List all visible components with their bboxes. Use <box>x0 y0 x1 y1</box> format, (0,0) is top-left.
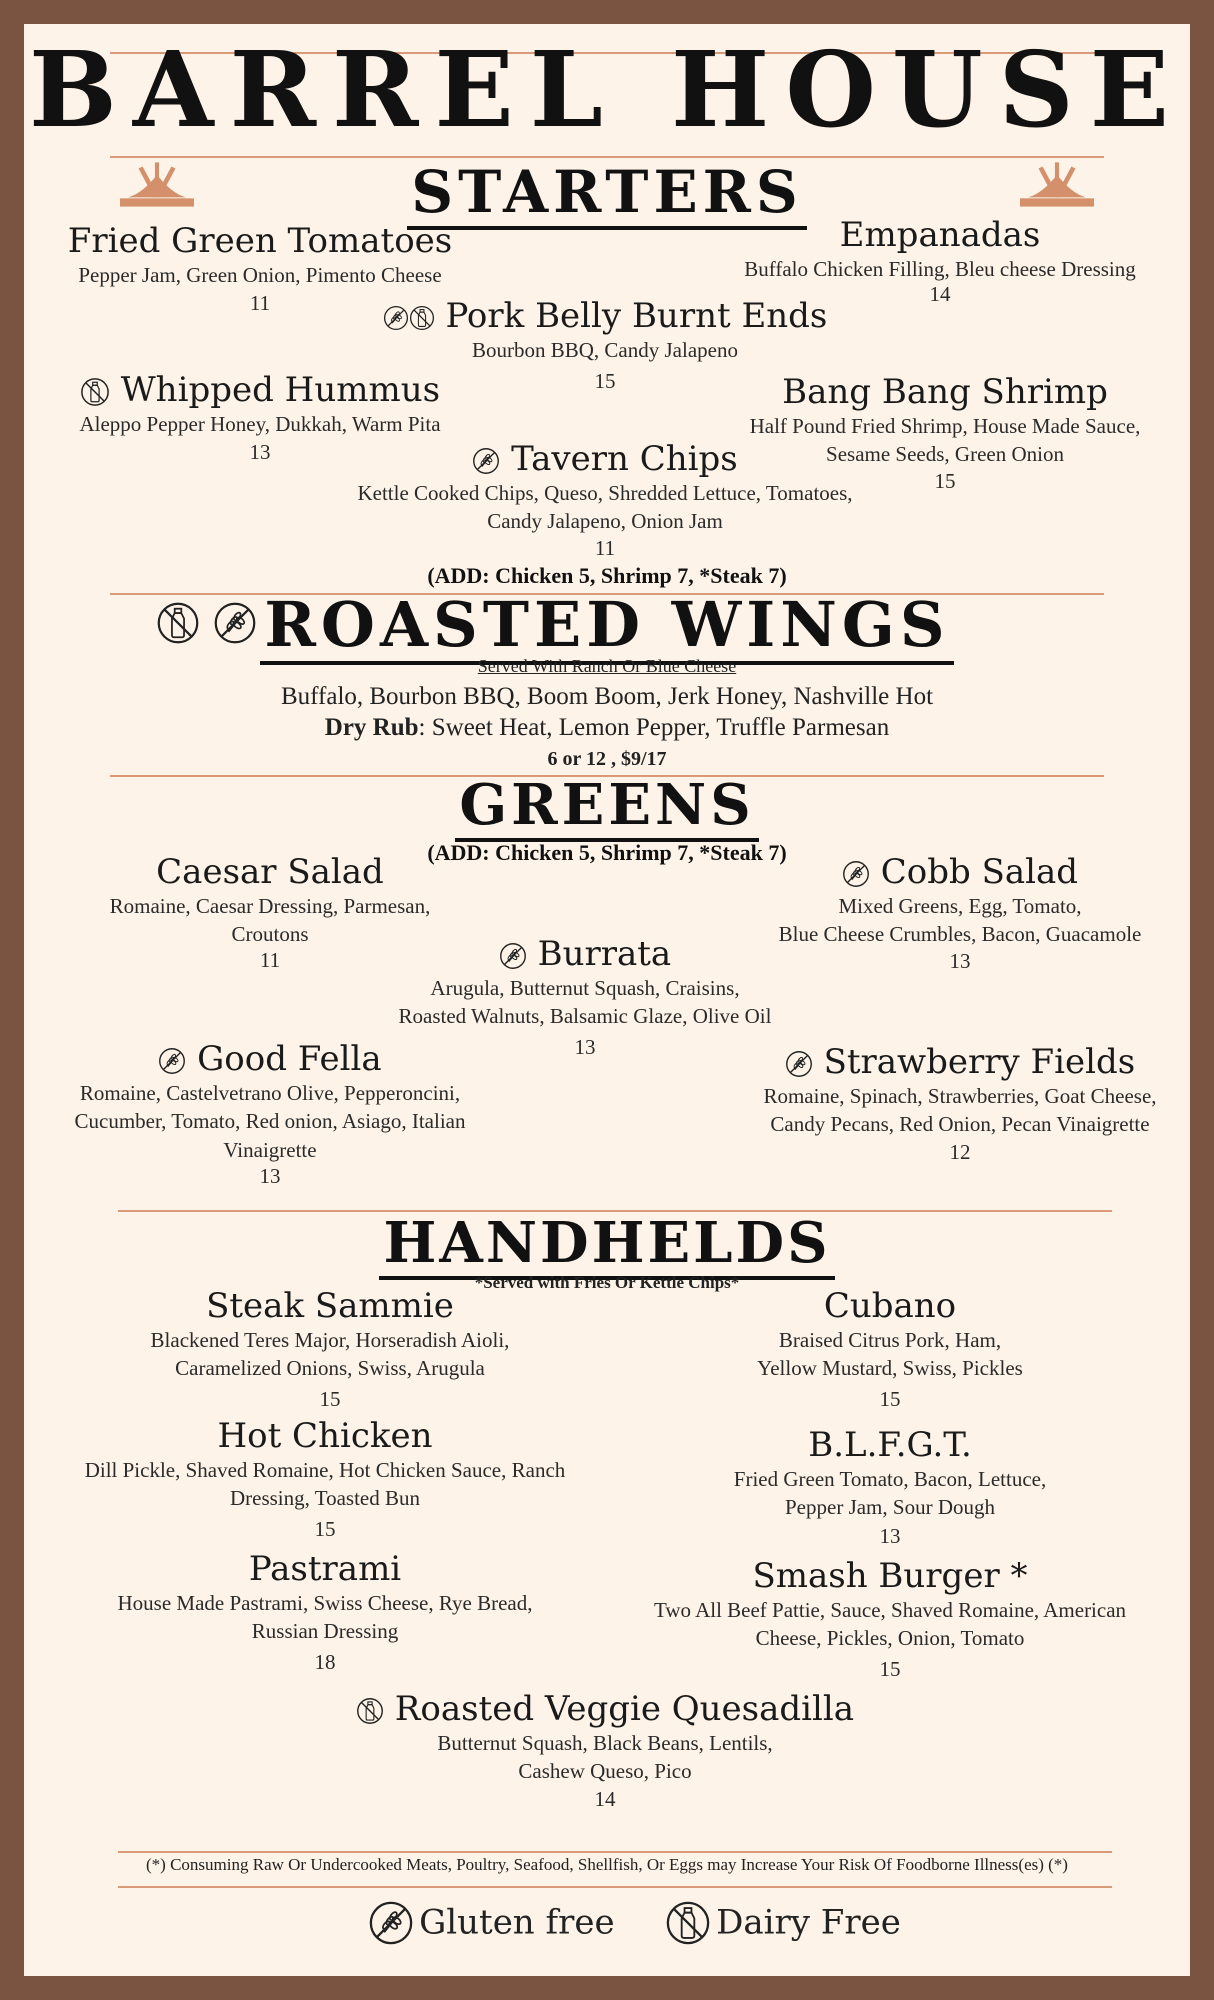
item-description: Bourbon BBQ, Candy Jalapeno <box>472 338 738 363</box>
dairy-free-icon <box>665 1900 711 1946</box>
item-description: Half Pound Fried Shrimp, House Made Sauce, <box>749 414 1141 439</box>
legend-dairy-free <box>665 1899 901 1945</box>
item-price: 15 <box>319 1386 341 1411</box>
item-description: Russian Dressing <box>251 1619 399 1644</box>
gluten-free-icon <box>383 305 409 331</box>
item-name: Whipped Hummus <box>120 370 441 410</box>
item-description: Blackened Teres Major, Horseradish Aioli, <box>150 1328 510 1353</box>
wing-flavors: Buffalo, Bourbon BBQ, Boom Boom, Jerk Honey, Nashville Hot <box>280 683 934 710</box>
item-name: Caesar Salad <box>156 852 384 892</box>
item-description: Dill Pickle, Shaved Romaine, Hot Chicken Sauce, Ranch <box>84 1458 566 1483</box>
item-description: Braised Citrus Pork, Ham, <box>778 1328 1002 1353</box>
item-description: Blue Cheese Crumbles, Bacon, Guacamole <box>778 922 1142 947</box>
item-name: Strawberry Fields <box>823 1042 1136 1082</box>
item-description: Arugula, Butternut Squash, Craisins, <box>430 976 740 1001</box>
dairy-free-icon <box>80 377 110 407</box>
menu-item <box>300 440 910 561</box>
item-name: Hot Chicken <box>217 1416 433 1456</box>
item-description: Cucumber, Tomato, Red onion, Asiago, Italian <box>74 1109 466 1134</box>
item-name: Empanadas <box>839 215 1041 255</box>
add-protein-note: (ADD: Chicken 5, Shrimp 7, *Steak 7) <box>427 840 787 865</box>
wing-sizes-prices: 6 or 12 , $9/17 <box>547 748 667 770</box>
divider <box>118 1851 1112 1853</box>
gluten-free-icon <box>842 860 870 888</box>
gluten-free-icon <box>499 942 527 970</box>
item-price: 15 <box>934 468 956 493</box>
item-name: B.L.F.G.T. <box>808 1425 972 1465</box>
menu-item <box>60 1287 600 1416</box>
restaurant-name: BARREL HOUSE <box>29 28 1185 151</box>
item-description: Dressing, Toasted Bun <box>229 1486 421 1511</box>
item-description: Cashew Queso, Pico <box>518 1759 692 1784</box>
dairy-free-icon <box>356 1697 384 1725</box>
item-name: Burrata <box>537 934 672 974</box>
menu-item <box>320 1690 890 1813</box>
item-description: Kettle Cooked Chips, Queso, Shredded Lettuce, Tomatoes, <box>357 481 853 506</box>
menu-item <box>620 1557 1160 1686</box>
gluten-free-icon <box>785 1050 813 1078</box>
item-description: Cheese, Pickles, Onion, Tomato <box>755 1626 1025 1651</box>
divider <box>118 1886 1112 1888</box>
item-price: 12 <box>949 1139 971 1164</box>
item-price: 18 <box>314 1649 336 1674</box>
item-description: Romaine, Castelvetrano Olive, Pepperoncini, <box>79 1081 461 1106</box>
legend-label: Gluten free <box>419 1902 615 1943</box>
legend-label: Dairy Free <box>716 1902 901 1943</box>
item-name: Fried Green Tomatoes <box>67 221 453 261</box>
handhelds-served-with: *Served with Fries Or Kettle Chips* <box>474 1273 740 1292</box>
item-price: 11 <box>594 535 616 560</box>
item-price: 14 <box>594 1786 616 1811</box>
menu-item <box>60 1550 590 1679</box>
item-name: Cobb Salad <box>880 852 1079 892</box>
menu-item <box>720 1043 1200 1166</box>
item-description: Roasted Walnuts, Balsamic Glaze, Olive Oil <box>398 1004 772 1029</box>
item-description: Pepper Jam, Sour Dough <box>785 1495 995 1520</box>
menu-item <box>40 1417 610 1546</box>
section-heading-wings: ROASTED WINGS <box>0 594 1214 656</box>
menu-item <box>710 216 1170 307</box>
item-description: Butternut Squash, Black Beans, Lentils, <box>437 1731 773 1756</box>
item-name: Roasted Veggie Quesadilla <box>394 1689 855 1729</box>
item-name: Good Fella <box>197 1039 382 1079</box>
item-name: Bang Bang Shrimp <box>782 372 1108 412</box>
item-description: Mixed Greens, Egg, Tomato, <box>838 894 1082 919</box>
item-name: Pastrami <box>248 1549 402 1589</box>
item-description: Romaine, Caesar Dressing, Parmesan, <box>109 894 431 919</box>
section-heading-starters: STARTERS <box>0 163 1214 221</box>
item-description: Pepper Jam, Green Onion, Pimento Cheese <box>78 263 442 288</box>
item-description: Candy Jalapeno, Onion Jam <box>487 509 723 534</box>
food-safety-disclaimer: (*) Consuming Raw Or Undercooked Meats, Poultry, Seafood, Shellfish, Or Eggs may Increase Your Risk Of Foodborne Illness(es) (*) <box>146 1855 1068 1874</box>
item-description: Aleppo Pepper Honey, Dukkah, Warm Pita <box>79 412 441 437</box>
section-heading-greens: GREENS <box>0 777 1214 833</box>
item-price: 15 <box>879 1386 901 1411</box>
menu-item <box>640 1426 1140 1551</box>
add-protein-note: (ADD: Chicken 5, Shrimp 7, *Steak 7) <box>427 563 787 588</box>
item-description: Sesame Seeds, Green Onion <box>826 442 1064 467</box>
item-name: Pork Belly Burnt Ends <box>445 296 828 336</box>
item-description: House Made Pastrami, Swiss Cheese, Rye Bread, <box>117 1591 533 1616</box>
item-name: Steak Sammie <box>206 1286 454 1326</box>
dairy-free-icon <box>409 305 435 331</box>
item-name: Cubano <box>823 1286 957 1326</box>
legend-gluten-free <box>368 1899 615 1945</box>
menu-item <box>40 1040 500 1189</box>
item-description: Candy Pecans, Red Onion, Pecan Vinaigrette <box>770 1112 1150 1137</box>
gluten-free-icon <box>368 1900 414 1946</box>
item-price: 15 <box>314 1516 336 1541</box>
item-price: 15 <box>594 369 616 394</box>
menu-item <box>640 1287 1140 1416</box>
item-price: 11 <box>259 947 281 972</box>
item-description: Buffalo Chicken Filling, Bleu cheese Dressing <box>744 257 1136 282</box>
item-price: 15 <box>879 1656 901 1681</box>
item-description: Fried Green Tomato, Bacon, Lettuce, <box>733 1467 1047 1492</box>
item-description: Vinaigrette <box>223 1137 317 1162</box>
item-description: Two All Beef Pattie, Sauce, Shaved Romaine, American <box>653 1598 1127 1623</box>
item-price: 14 <box>929 282 951 307</box>
item-price: 13 <box>949 948 971 973</box>
item-description: Croutons <box>231 922 309 947</box>
item-price: 13 <box>879 1523 901 1548</box>
item-name: Smash Burger * <box>752 1556 1028 1596</box>
item-name: Tavern Chips <box>511 439 738 479</box>
item-price: 11 <box>249 291 271 316</box>
dry-rub-line: Dry Rub: Sweet Heat, Lemon Pepper, Truffle Parmesan <box>324 714 890 741</box>
section-heading-handhelds: HANDHELDS <box>0 1215 1214 1271</box>
wings-served-with: Served With Ranch Or Blue Cheese <box>477 656 737 676</box>
item-description: Caramelized Onions, Swiss, Arugula <box>175 1356 485 1381</box>
gluten-free-icon <box>158 1047 186 1075</box>
item-price: 13 <box>574 1034 596 1059</box>
gluten-free-icon <box>472 447 500 475</box>
item-price: 13 <box>259 1164 281 1189</box>
item-description: Romaine, Spinach, Strawberries, Goat Cheese, <box>763 1084 1157 1109</box>
item-description: Yellow Mustard, Swiss, Pickles <box>757 1356 1023 1381</box>
item-price: 13 <box>249 440 271 465</box>
